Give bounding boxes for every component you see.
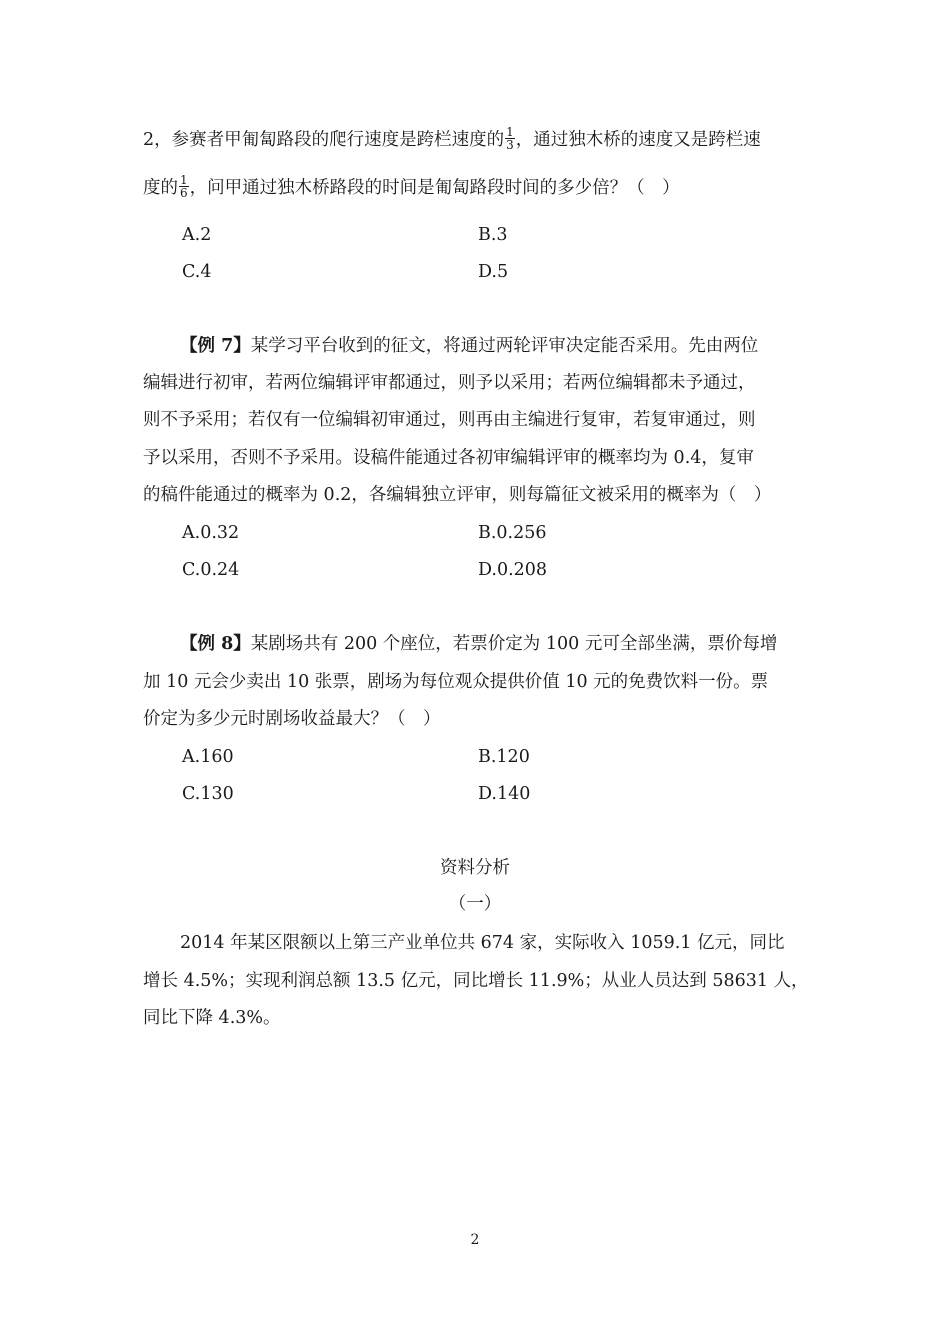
q8-label: 【例 8】	[180, 634, 251, 654]
q2-line2-post: ，问甲通过独木桥路段的时间是匍匐路段时间的多少倍？（ ）	[189, 178, 680, 198]
q8-text-1: 某剧场共有 200 个座位，若票价定为 100 元可全部坐满，票价每增	[250, 634, 778, 654]
q7-line-4: 予以采用，否则不予采用。设稿件能通过各初审编辑评审的概率均为 0.4，复审	[143, 448, 754, 468]
q2-line-1	[143, 125, 811, 155]
q8-line-2: 加 10 元会少卖出 10 张票，剧场为每位观众提供价值 10 元的免费饮料一份。票	[143, 672, 769, 692]
q7-label: 【例 7】	[180, 336, 251, 356]
q2-option-b: B.3	[478, 225, 508, 245]
q2-option-c: C.4	[182, 262, 212, 282]
frac2-numerator: 1	[180, 173, 188, 187]
q2-option-a: A.2	[182, 225, 212, 245]
q2-line-2	[143, 173, 811, 203]
q2-line2-pre: 度的	[143, 178, 178, 198]
q7-option-a: A.0.32	[182, 523, 240, 543]
section-title: 资料分析	[440, 858, 510, 878]
q8-option-d: D.140	[478, 784, 531, 804]
q7-line-1	[180, 331, 811, 361]
q2-option-d: D.5	[478, 262, 509, 282]
section-line-3: 同比下降 4.3%。	[143, 1008, 281, 1028]
q8-option-c: C.130	[182, 784, 234, 804]
fraction-one-sixth	[179, 174, 189, 199]
page-number: 2	[470, 1232, 480, 1248]
q7-text-1: 某学习平台收到的征文，将通过两轮评审决定能否采用。先由两位	[250, 336, 759, 356]
q7-option-d: D.0.208	[478, 560, 548, 580]
q7-line-2: 编辑进行初审，若两位编辑评审都通过，则予以采用；若两位编辑都未予通过，	[143, 373, 756, 393]
q8-line-3: 价定为多少元时剧场收益最大？（ ）	[143, 709, 441, 729]
q8-option-a: A.160	[182, 747, 234, 767]
q7-line-3: 则不予采用；若仅有一位编辑初审通过，则再由主编进行复审，若复审通过，则	[143, 410, 756, 430]
q7-option-c: C.0.24	[182, 560, 240, 580]
frac1-numerator: 1	[506, 125, 514, 139]
frac2-denominator: 6	[180, 186, 188, 200]
frac1-denominator: 3	[506, 138, 514, 152]
section-line-2: 增长 4.5%；实现利润总额 13.5 亿元，同比增长 11.9%；从业人员达到 58631 人，	[143, 971, 809, 991]
section-line-1: 2014 年某区限额以上第三产业单位共 674 家，实际收入 1059.1 亿元，同比	[180, 933, 785, 953]
q7-line-5: 的稿件能通过的概率为 0.2，各编辑独立评审，则每篇征文被采用的概率为（ ）	[143, 485, 772, 505]
q2-line1-pre: 2，参赛者甲匍匐路段的爬行速度是跨栏速度的	[143, 130, 505, 150]
q8-option-b: B.120	[478, 747, 530, 767]
q2-line1-post: ，通过独木桥的速度又是跨栏速	[515, 130, 761, 150]
section-subtitle: （一）	[448, 894, 502, 914]
q7-option-b: B.0.256	[478, 523, 547, 543]
fraction-one-third	[505, 126, 515, 151]
q8-line-1	[180, 629, 811, 659]
